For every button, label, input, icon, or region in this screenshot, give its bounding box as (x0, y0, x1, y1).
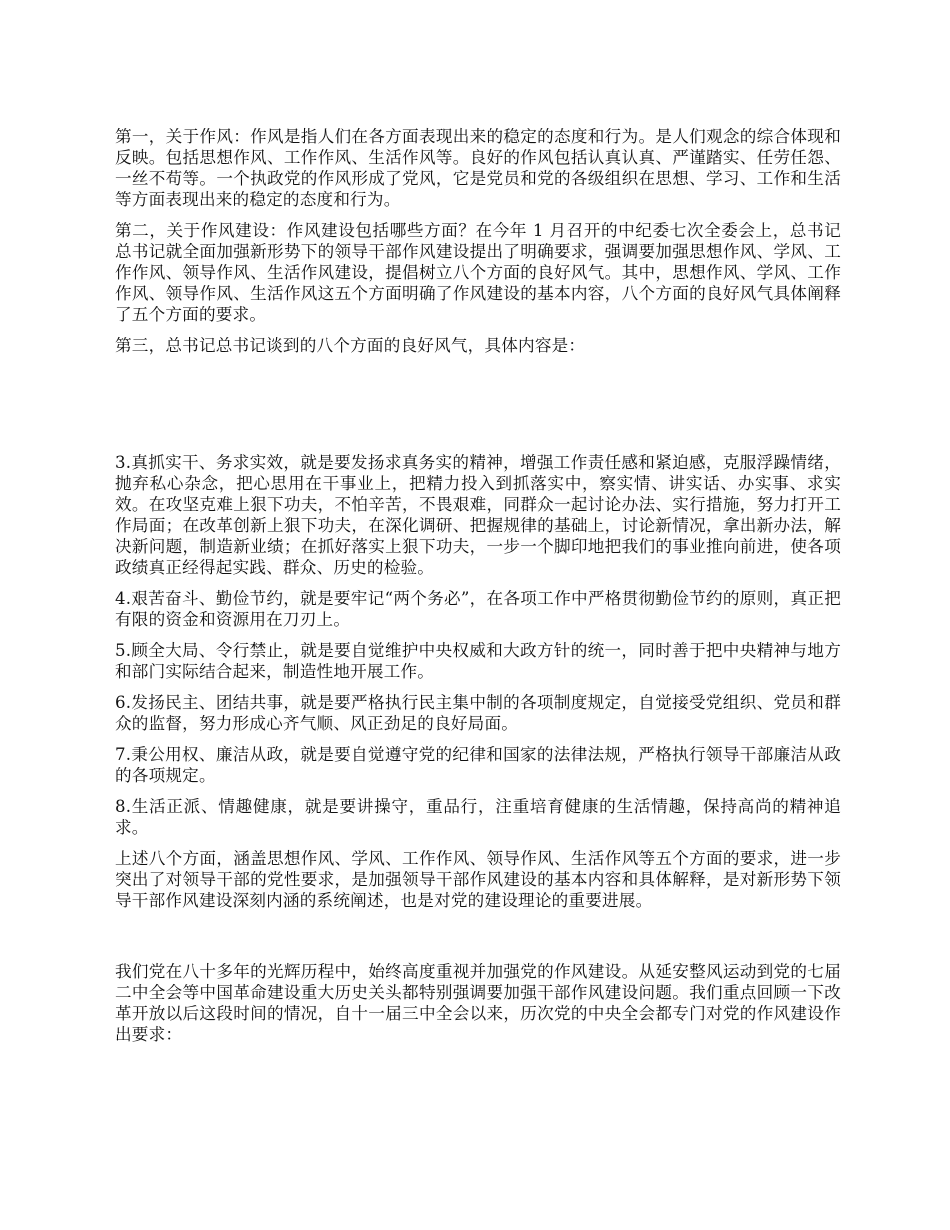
list-item-8: 8.生活正派、情趣健康，就是要讲操守，重品行，注重培育健康的生活情趣，保持高尚的精神追求。 (115, 797, 841, 837)
section-gap (115, 921, 841, 961)
paragraph-summary: 上述八个方面，涵盖思想作风、学风、工作作风、领导作风、生活作风等五个方面的要求，进一步突出了对领导干部的党性要求，是加强领导干部作风建设的基本内容和具体解释，是对新形势下领导干部作风建设深刻内涵的系统阐述，也是对党的建设理论的重要进展。 (115, 849, 841, 910)
list-item-7: 7.秉公用权、廉洁从政，就是要自觉遵守党的纪律和国家的法律法规，严格执行领导干部廉洁从政的各项规定。 (115, 745, 841, 785)
list-item-5: 5.顾全大局、令行禁止，就是要自觉维护中央权威和大政方针的统一，同时善于把中央精神与地方和部门实际结合起来，制造性地开展工作。 (115, 641, 841, 681)
list-item-4: 4.艰苦奋斗、勤俭节约，就是要牢记“两个务必”，在各项工作中严格贯彻勤俭节约的原则，真正把有限的资金和资源用在刀刃上。 (115, 589, 841, 629)
list-item-3: 3.真抓实干、务求实效，就是要发扬求真务实的精神，增强工作责任感和紧迫感，克服浮躁情绪，抛弃私心杂念，把心思用在干事业上，把精力投入到抓落实中，察实情、讲实话、办实事、求实效。在攻坚克难上狠下功夫，不怕辛苦，不畏艰难，同群众一起讨论办法、实行措施，努力打开工作局面；在改革创新上狠下功夫，在深化调研、把握规律的基础上，讨论新情况，拿出新办法，解决新问题，制造新业绩；在抓好落实上狠下功夫，一步一个脚印地把我们的事业推向前进，使各项政绩真正经得起实践、群众、历史的检验。 (115, 453, 841, 577)
document-body (115, 126, 841, 1055)
paragraph-work-style: 第一，关于作风：作风是指人们在各方面表现出来的稳定的态度和行为。是人们观念的综合体现和反映。包括思想作风、工作作风、生活作风等。良好的作风包括认真认真、严谨踏实、任劳任怨、一丝不苟等。一个执政党的作风形成了党风，它是党员和党的各级组织在思想、学习、工作和生活等方面表现出来的稳定的态度和行为。 (115, 127, 841, 209)
paragraph-style-building: 第二，关于作风建设：作风建设包括哪些方面？在今年 1 月召开的中纪委七次全委会上，总书记总书记就全面加强新形势下的领导干部作风建设提出了明确要求，强调要加强思想作风、学风、工作作风、领导作风、生活作风建设，提倡树立八个方面的良好风气。其中，思想作风、学风、工作作风、领导作风、生活作风这五个方面明确了作风建设的基本内容，八个方面的良好风气具体阐释了五个方面的要求。 (115, 221, 841, 324)
paragraph-eight-aspects-intro: 第三，总书记总书记谈到的八个方面的良好风气，具体内容是： (115, 336, 586, 355)
paragraph-history: 我们党在八十多年的光辉历程中，始终高度重视并加强党的作风建设。从延安整风运动到党的七届二中全会等中国革命建设重大历史关头都特别强调要加强干部作风建设问题。我们重点回顾一下改革开放以后这段时间的情况，自十一届三中全会以来，历次党的中央全会都专门对党的作风建设作出要求： (115, 962, 841, 1044)
list-item-6: 6.发扬民主、团结共事，就是要严格执行民主集中制的各项制度规定，自觉接受党组织、党员和群众的监督，努力形成心齐气顺、风正劲足的良好局面。 (115, 693, 841, 733)
section-gap (115, 366, 841, 452)
